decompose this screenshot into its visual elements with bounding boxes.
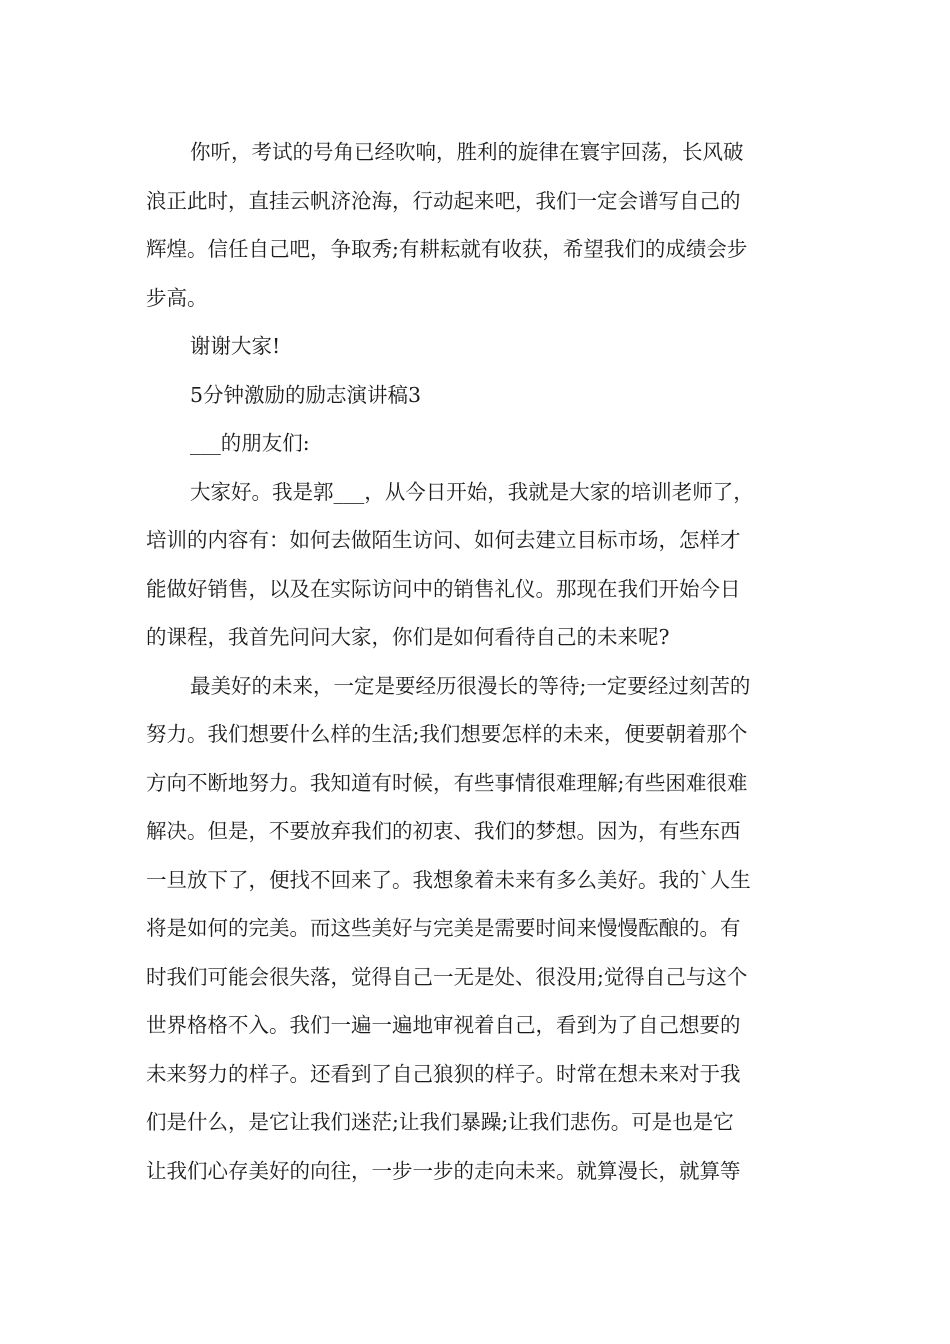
- paragraph-future: [146, 662, 806, 1196]
- text-line: 未来努力的样子。还看到了自己狼狈的样子。时常在想未来对于我: [146, 1061, 741, 1086]
- text-line: 最美好的未来，一定是要经历很漫长的等待;一定要经过刻苦的: [190, 673, 751, 698]
- text-line: 努力。我们想要什么样的生活;我们想要怎样的未来，便要朝着那个: [146, 722, 748, 746]
- text-line: 步高。: [146, 285, 208, 310]
- text-line: 浪正此时，直挂云帆济沧海，行动起来吧，我们一定会谱写自己的: [146, 188, 741, 213]
- text-line: 的课程，我首先问问大家，你们是如何看待自己的未来呢?: [146, 625, 670, 649]
- text-line: 你听，考试的号角已经吹响，胜利的旋律在寰宇回荡，长风破: [190, 140, 744, 164]
- text-line: 一旦放下了，便找不回来了。我想象着未来有多么美好。我的`人生: [146, 867, 751, 892]
- text-line: 世界格格不入。我们一遍一遍地审视着自己，看到为了自己想要的: [146, 1013, 741, 1037]
- text-line: 培训的内容有：如何去做陌生访问、如何去建立目标市场，怎样才: [146, 528, 741, 552]
- text-line: 辉煌。信任自己吧，争取秀;有耕耘就有收获，希望我们的成绩会步: [146, 237, 748, 261]
- paragraph-introduction: [146, 468, 806, 662]
- text-line: 将是如何的完美。而这些美好与完美是需要时间来慢慢酝酿的。有: [146, 916, 741, 940]
- greeting-line: ___的朋友们:: [190, 431, 310, 455]
- text-line: 能做好销售，以及在实际访问中的销售礼仪。那现在我们开始今日: [146, 576, 741, 601]
- text-line: 解决。但是，不要放弃我们的初衷、我们的梦想。因为，有些东西: [146, 819, 741, 843]
- thanks-line: 谢谢大家!: [190, 334, 281, 358]
- section-heading: 5分钟激励的励志演讲稿3: [190, 382, 422, 407]
- text-line: 时我们可能会很失落，觉得自己一无是处、很没用;觉得自己与这个: [146, 964, 748, 989]
- document-page: [146, 128, 806, 1195]
- paragraph-closing: [146, 128, 806, 322]
- text-line: 让我们心存美好的向往，一步一步的走向未来。就算漫长，就算等: [146, 1158, 741, 1183]
- text-line: 大家好。我是郭___，从今日开始，我就是大家的培训老师了，: [190, 479, 754, 504]
- text-line: 方向不断地努力。我知道有时候，有些事情很难理解;有些困难很难: [146, 770, 748, 795]
- text-line: 们是什么，是它让我们迷茫;让我们暴躁;让我们悲伤。可是也是它: [146, 1110, 734, 1134]
